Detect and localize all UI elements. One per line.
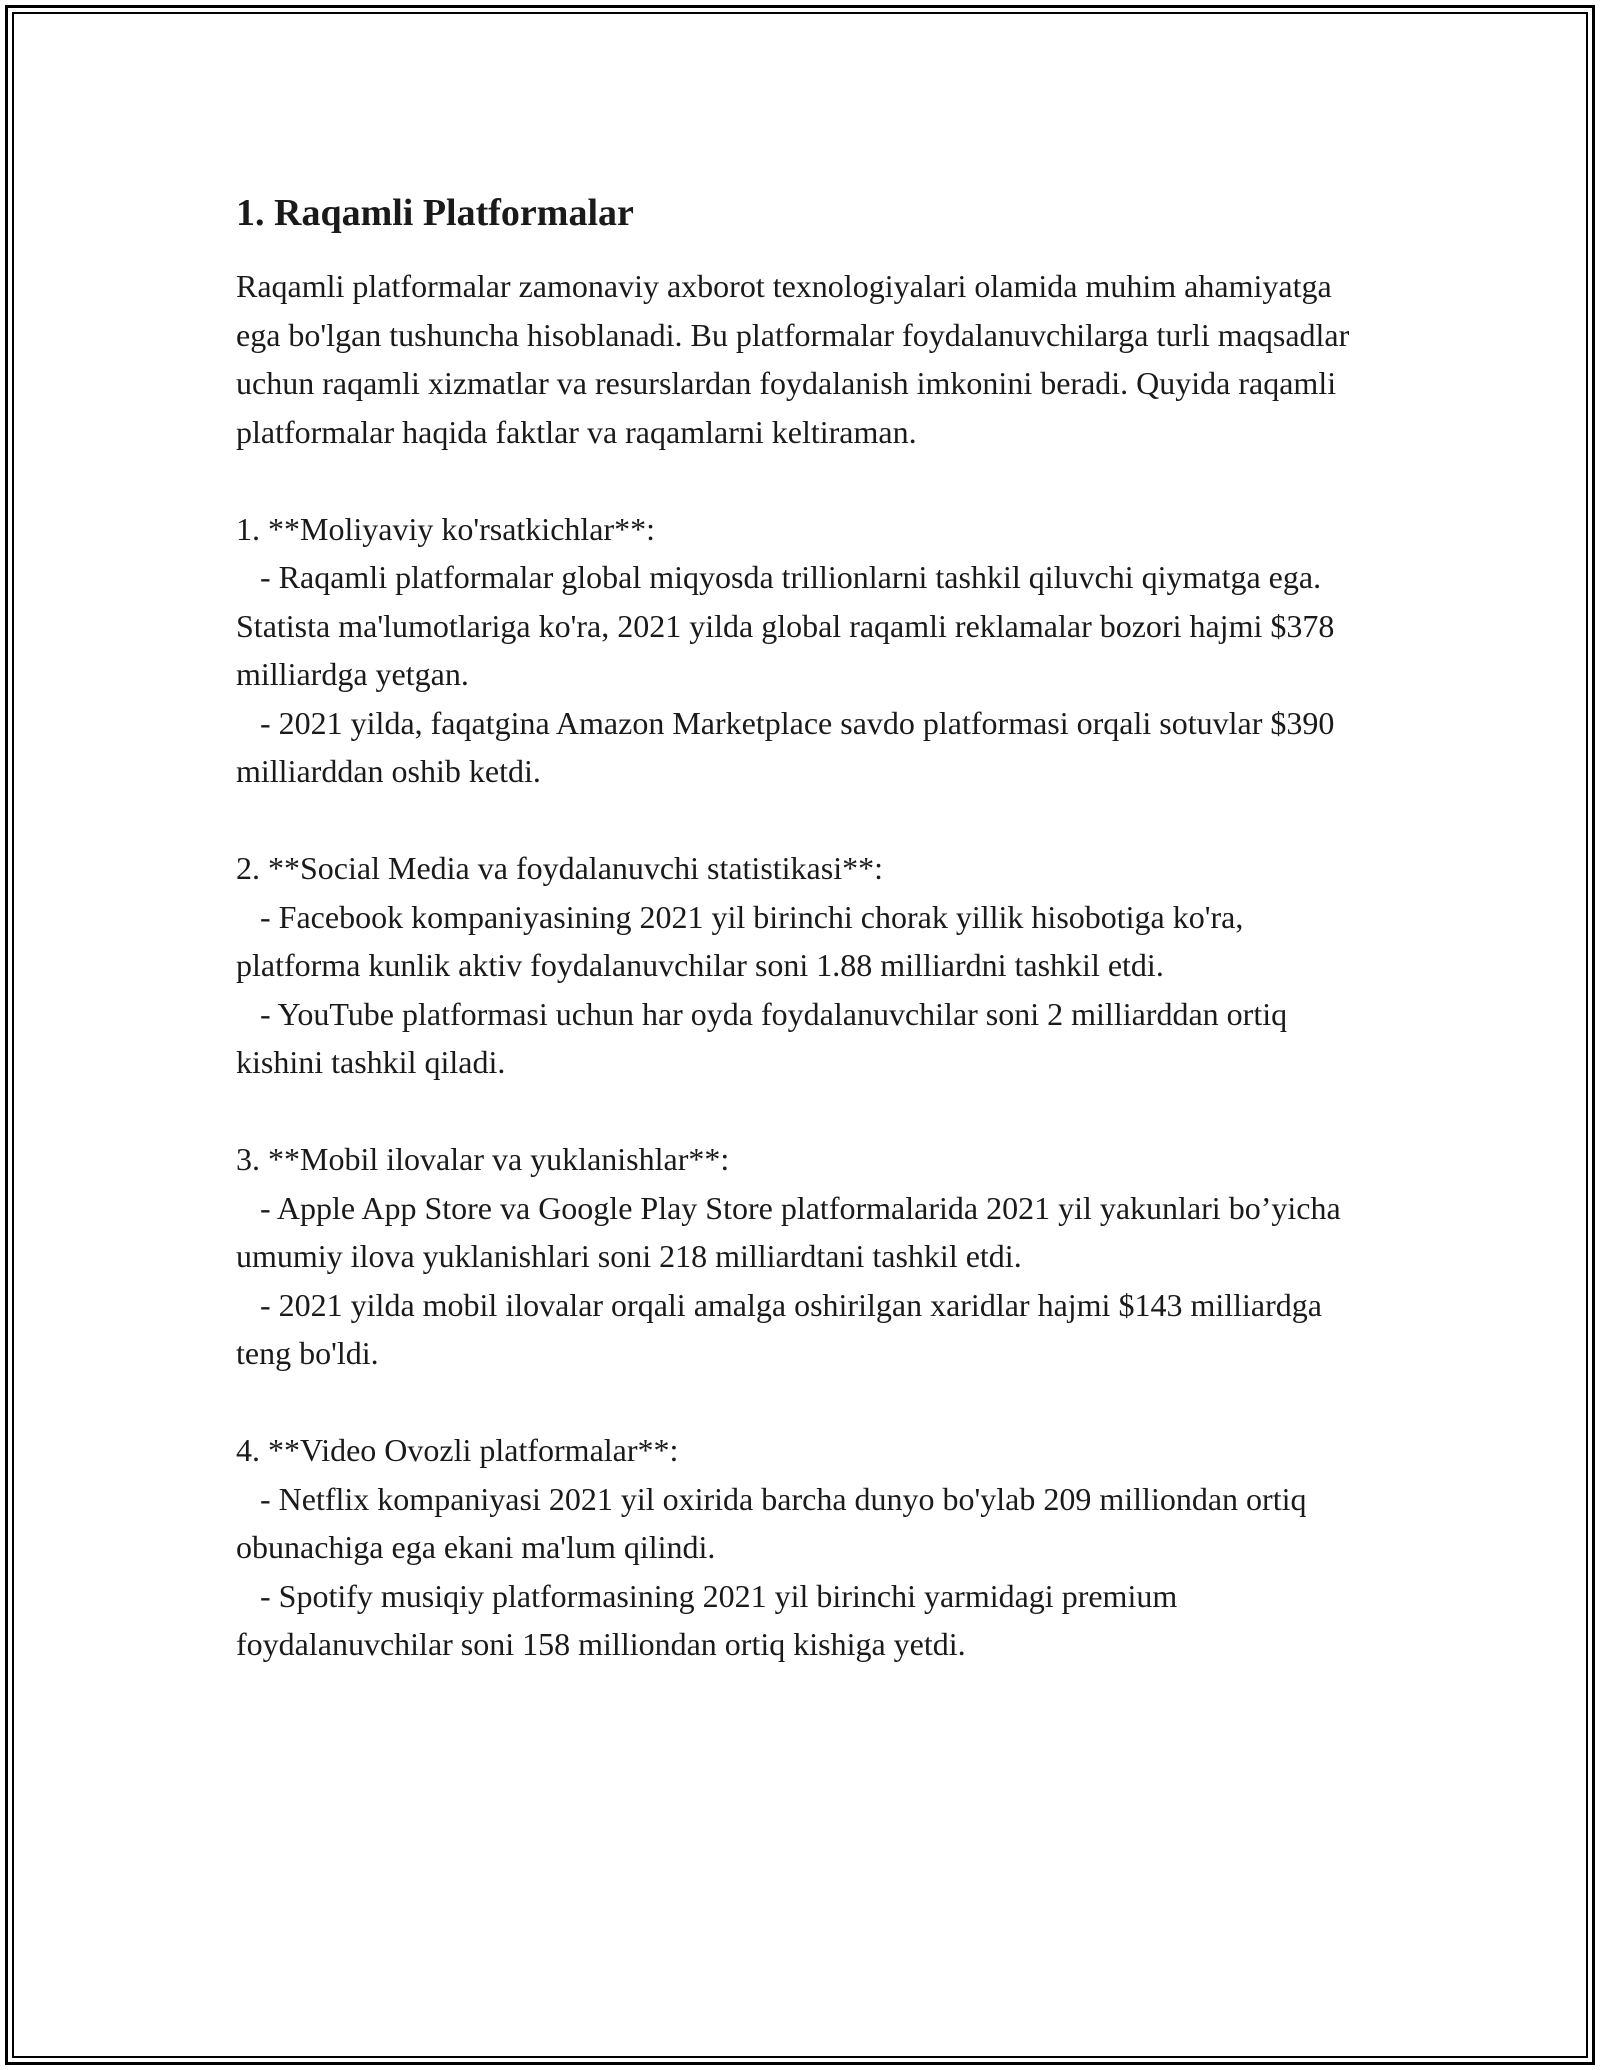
section-heading: 2. **Social Media va foydalanuvchi statistikasi**: (236, 850, 883, 886)
bullet-item: - YouTube platformasi uchun har oyda foydalanuvchilar soni 2 milliarddan ortiq kishini tashkil qiladi. (236, 995, 1296, 1080)
intro-paragraph: Raqamli platformalar zamonaviy axborot texnologiyalari olamida muhim ahamiyatga ega bo'lgan tushuncha hisoblanadi. Bu platformalar foydalanuvchilarga turli maqsadlar uchun raqamli xizmatlar va resurslardan foydalanish imkonini beradi. Quyida raqamli platformalar haqida faktlar va raqamlarni keltiraman. (236, 268, 1358, 450)
section-heading: 3. **Mobil ilovalar va yuklanishlar**: (236, 1141, 730, 1177)
bullet-item: - 2021 yilda mobil ilovalar orqali amalga oshirilgan xaridlar hajmi $143 milliardga teng bo'ldi. (236, 1286, 1330, 1371)
bullet-item: - 2021 yilda, faqatgina Amazon Marketplace savdo platformasi orqali sotuvlar $390 milliarddan oshib ketdi. (236, 704, 1343, 789)
section-heading: 1. **Moliyaviy ko'rsatkichlar**: (236, 510, 656, 547)
section-financial (236, 505, 1366, 796)
document-body (236, 186, 1366, 1669)
bullet-item: - Spotify musiqiy platformasining 2021 yil birinchi yarmidagi premium foydalanuvchilar soni 158 milliondan ortiq kishiga yetdi. (236, 1577, 1186, 1662)
bullet-item: - Facebook kompaniyasining 2021 yil birinchi chorak yillik hisobotiga ko'ra, platforma kunlik aktiv foydalanuvchilar soni 1.88 milliardni tashkil etdi. (236, 898, 1252, 983)
bullet-item: - Netflix kompaniyasi 2021 yil oxirida barcha dunyo bo'ylab 209 milliondan ortiq obunachiga ega ekani ma'lum qilindi. (236, 1480, 1315, 1565)
bullet-item: - Apple App Store va Google Play Store platformalarida 2021 yil yakunlari bo’yicha umumiy ilova yuklanishlari soni 218 milliardtani tashkil etdi. (236, 1189, 1349, 1274)
section-mobile-apps (236, 1135, 1366, 1378)
section-video-audio (236, 1426, 1366, 1669)
section-heading: 4. **Video Ovozli platformalar**: (236, 1432, 679, 1468)
document-title: 1. Raqamli Platformalar (236, 192, 634, 234)
section-social-media (236, 844, 1366, 1087)
bullet-item: - Raqamli platformalar global miqyosda trillionlarni tashkil qiluvchi qiymatga ega. Statista ma'lumotlariga ko'ra, 2021 yilda global raqamli reklamalar bozori hajmi $378 milliardga yetgan. (236, 559, 1343, 692)
